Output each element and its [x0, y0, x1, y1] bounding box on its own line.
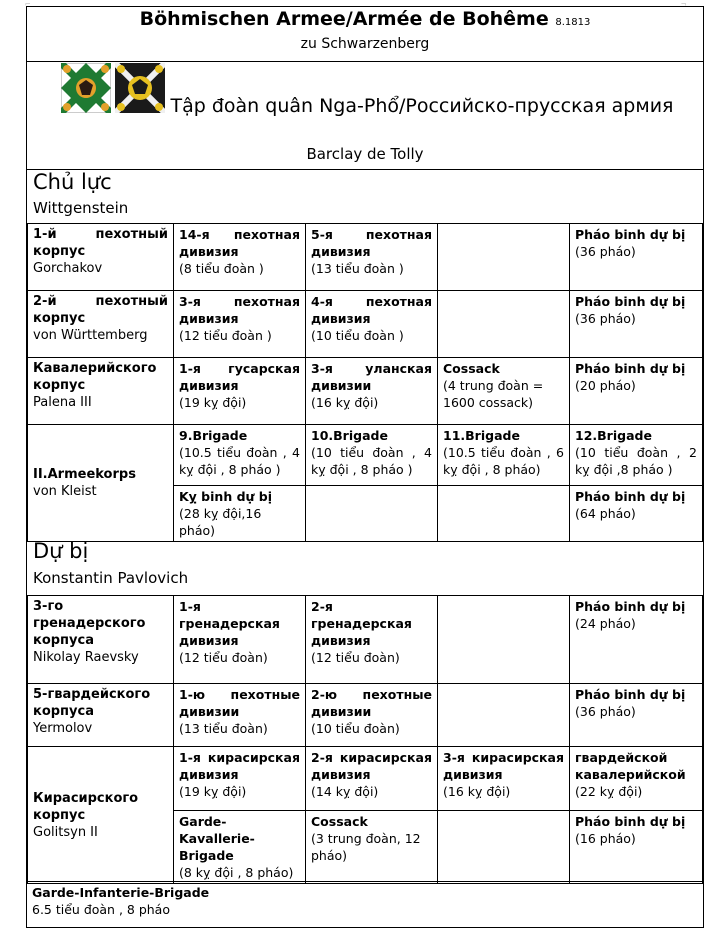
footer-unit-name: Garde-Infanterie-Brigade — [32, 885, 210, 900]
unit-name: Cossack — [443, 361, 500, 376]
corps-name: 5-гвардейского корпуса — [33, 687, 151, 719]
unit-detail: (20 pháo) — [575, 378, 636, 393]
corps-cell — [28, 358, 174, 425]
unit-name: 14-я пехотная дивизия — [179, 227, 300, 259]
table-row — [28, 596, 703, 684]
unit-cell — [306, 224, 438, 291]
unit-detail: (4 trung đoàn = 1600 cossack) — [443, 378, 544, 410]
unit-detail: (3 trung đoàn, 12 pháo) — [311, 831, 421, 863]
unit-name: 5-я пехотная дивизия — [311, 227, 432, 259]
footer-unit — [27, 881, 703, 928]
unit-name: 2-ю пехотные дивизии — [311, 687, 432, 719]
unit-cell — [570, 291, 703, 358]
unit-cell — [438, 596, 570, 684]
corps-commander: Nikolay Raevsky — [33, 650, 139, 665]
brigade-name: 11.Brigade — [443, 428, 520, 443]
unit-detail: (10 tiểu đoàn) — [311, 721, 400, 736]
unit-name: 1-я кирасирская дивизия — [179, 750, 300, 782]
unit-cell — [570, 684, 703, 747]
unit-cell — [438, 358, 570, 425]
corps-name: 2-й пехотный корпус — [33, 294, 168, 326]
unit-name: Pháo binh dự bị — [575, 361, 686, 376]
corps-name: 1-й пехотный корпус — [33, 227, 168, 259]
unit-cell — [438, 684, 570, 747]
unit-cell — [306, 747, 438, 811]
unit-detail: (10 tiểu đoàn ) — [311, 328, 404, 343]
unit-detail: (36 pháo) — [575, 704, 636, 719]
unit-cell — [174, 358, 306, 425]
empty-cell — [306, 486, 438, 542]
brigade-detail: (10 tiểu đoàn , 4 kỵ đội , 8 pháo ) — [311, 445, 432, 477]
brigade-detail: (10.5 tiểu đoàn , 4 kỵ đội , 8 pháo ) — [179, 445, 300, 477]
unit-name: 3-я уланская дивизии — [311, 361, 432, 393]
order-of-battle-page — [25, 0, 704, 928]
brigade-cell — [306, 425, 438, 486]
unit-name: 4-я пехотная дивизия — [311, 294, 432, 326]
unit-name: Pháo binh dự bị — [575, 599, 686, 614]
title-text: Böhmischen Armee/Armée de Bohême — [139, 8, 549, 30]
brigade-cell — [174, 425, 306, 486]
prussian-flag-icon — [115, 63, 165, 113]
title-date: 8.1813 — [555, 17, 591, 28]
unit-cell — [306, 811, 438, 884]
corps-cell — [28, 224, 174, 291]
unit-cell — [306, 291, 438, 358]
unit-cell — [438, 291, 570, 358]
unit-detail: (8 kỵ đội , 8 pháo) — [179, 865, 294, 880]
unit-name: Pháo binh dự bị — [575, 227, 686, 242]
header-divider — [27, 61, 703, 62]
corner-mark-top-right: ¬ — [681, 0, 687, 10]
unit-name: Pháo binh dự bị — [575, 814, 686, 829]
unit-detail: (16 kỵ đội) — [443, 784, 511, 799]
main-force-title: Chủ lực — [33, 170, 112, 194]
unit-cell — [438, 811, 570, 884]
unit-cell — [438, 224, 570, 291]
corps-cell — [28, 684, 174, 747]
top-border — [27, 6, 703, 7]
page-title — [27, 8, 703, 30]
brigade-name: 9.Brigade — [179, 428, 248, 443]
unit-detail: (8 tiểu đoàn ) — [179, 261, 264, 276]
corps-cell — [28, 596, 174, 684]
unit-name: Pháo binh dự bị — [575, 489, 686, 504]
main-force-commander: Wittgenstein — [33, 199, 129, 217]
main-force-table — [27, 223, 703, 542]
unit-cell — [570, 596, 703, 684]
unit-detail: (13 tiểu đoàn ) — [311, 261, 404, 276]
unit-cell — [174, 684, 306, 747]
brigade-cell — [438, 425, 570, 486]
unit-cell — [570, 358, 703, 425]
unit-detail: (36 pháo) — [575, 311, 636, 326]
unit-detail: (12 tiểu đoàn) — [179, 650, 268, 665]
unit-cell — [174, 291, 306, 358]
unit-name: Cossack — [311, 814, 368, 829]
corps-commander: Palena III — [33, 395, 92, 410]
unit-name: 2-я кирасирская дивизия — [311, 750, 432, 782]
unit-name: 2-я гренадерская дивизия — [311, 599, 412, 648]
table-row — [28, 358, 703, 425]
corps-commander: Yermolov — [33, 721, 93, 736]
unit-cell — [570, 486, 703, 542]
brigade-name: 10.Brigade — [311, 428, 388, 443]
corps-name: 3-го гренадерского корпуса — [33, 599, 146, 648]
reserve-commander: Konstantin Pavlovich — [33, 569, 189, 587]
unit-cell — [174, 811, 306, 884]
unit-detail: (16 kỵ đội) — [311, 395, 379, 410]
unit-name: Garde-Kavallerie-Brigade — [179, 814, 255, 863]
brigade-name: 12.Brigade — [575, 428, 652, 443]
unit-name: 1-ю пехотные дивизии — [179, 687, 300, 719]
unit-name: Pháo binh dự bị — [575, 687, 686, 702]
unit-cell — [306, 684, 438, 747]
corps-commander: Golitsyn II — [33, 824, 98, 840]
unit-cell — [174, 224, 306, 291]
unit-detail: (13 tiểu đoàn) — [179, 721, 268, 736]
unit-cell — [438, 747, 570, 811]
unit-detail: (14 kỵ đội) — [311, 784, 379, 799]
unit-cell — [174, 747, 306, 811]
unit-detail: (64 pháo) — [575, 506, 636, 521]
corps-cell — [28, 747, 174, 884]
unit-detail: (19 kỵ đội) — [179, 395, 247, 410]
corps-name: Кавалерийского корпус — [33, 361, 157, 393]
unit-detail: (22 kỵ đội) — [575, 784, 643, 799]
brigade-cell — [570, 425, 703, 486]
reserve-table — [27, 595, 703, 884]
table-row — [28, 224, 703, 291]
unit-cell — [174, 486, 306, 542]
unit-name: 3-я кирасирская дивизия — [443, 750, 564, 782]
subtitle: zu Schwarzenberg — [300, 36, 430, 52]
table-row — [28, 425, 703, 486]
corps-commander: von Kleist — [33, 484, 97, 499]
table-row — [28, 747, 703, 811]
corner-mark-top-left: ⌐ — [25, 0, 31, 10]
brigade-detail: (10 tiểu đoàn , 2 kỵ đội ,8 pháo ) — [575, 445, 697, 477]
unit-name: 3-я пехотная дивизия — [179, 294, 300, 326]
unit-name: Kỵ binh dự bị — [179, 489, 272, 504]
unit-detail: (12 tiểu đoàn ) — [179, 328, 272, 343]
unit-detail: (36 pháo) — [575, 244, 636, 259]
army-divider — [27, 169, 703, 170]
corps-cell — [28, 291, 174, 358]
corps-commander: Gorchakov — [33, 261, 103, 276]
unit-cell — [570, 811, 703, 884]
unit-detail: (28 kỵ đội,16 pháo) — [179, 506, 262, 538]
unit-cell — [570, 747, 703, 811]
unit-name: 1-я гусарская дивизия — [179, 361, 300, 393]
unit-detail: (19 kỵ đội) — [179, 784, 247, 799]
unit-cell — [306, 596, 438, 684]
empty-cell — [438, 486, 570, 542]
corps-cell — [28, 425, 174, 542]
unit-cell — [174, 596, 306, 684]
reserve-title: Dự bị — [33, 539, 89, 563]
brigade-detail: (10.5 tiểu đoàn , 6 kỵ đội , 8 pháo) — [443, 445, 564, 477]
army-name: Tập đoàn quân Nga-Phổ/Российско-прусская армия — [170, 95, 674, 117]
corps-name: Кирасирского корпус — [33, 790, 139, 823]
unit-name: гвардейской кавалерийской — [575, 750, 686, 782]
unit-cell — [570, 224, 703, 291]
corps-name: II.Armeekorps — [33, 467, 136, 482]
table-row — [28, 291, 703, 358]
russian-flag-icon — [61, 63, 111, 113]
unit-name: 1-я гренадерская дивизия — [179, 599, 280, 648]
unit-name: Pháo binh dự bị — [575, 294, 686, 309]
unit-detail: (16 pháo) — [575, 831, 636, 846]
table-row — [28, 684, 703, 747]
unit-detail: (12 tiểu đoàn) — [311, 650, 400, 665]
unit-cell — [306, 358, 438, 425]
footer-unit-detail: 6.5 tiểu đoàn , 8 pháo — [32, 902, 170, 917]
corps-commander: von Württemberg — [33, 328, 148, 343]
unit-detail: (24 pháo) — [575, 616, 636, 631]
army-commander: Barclay de Tolly — [306, 145, 424, 163]
